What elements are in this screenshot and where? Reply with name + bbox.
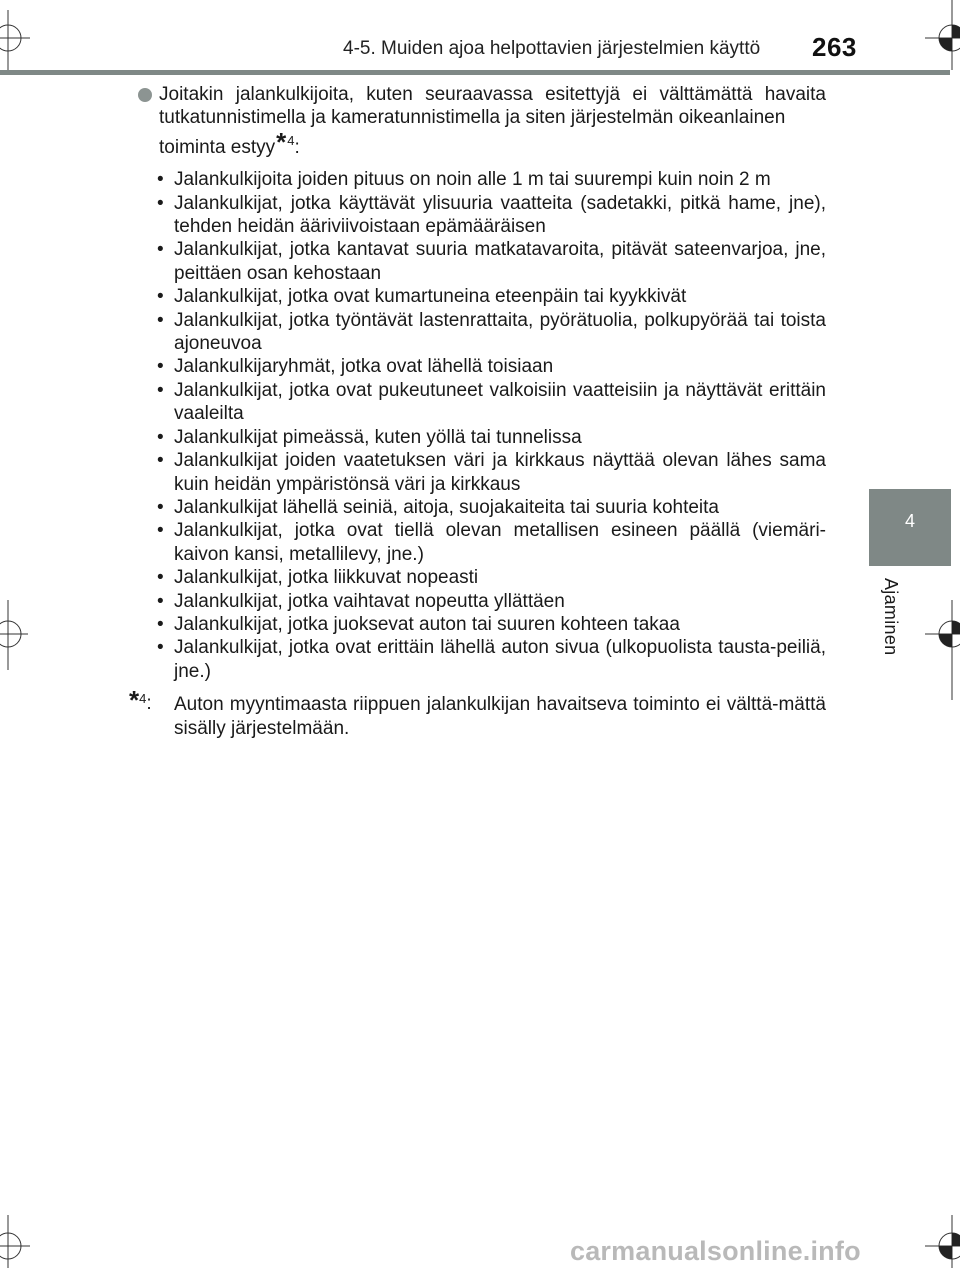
footnote-reference (276, 126, 295, 157)
footnote-marker (129, 685, 152, 716)
list-item (138, 426, 826, 449)
list-item-text: Jalankulkijat joiden vaatetuksen väri ja kirkkaus näyttää olevan lähes sama kuin heidän ympäristönsä väri ja kirkkaus (174, 450, 826, 495)
watermark: carmanualsonline.info (570, 1236, 861, 1266)
bullet-icon: • (157, 450, 164, 472)
bullet-icon: • (157, 192, 164, 214)
lead-colon: : (294, 136, 300, 158)
footnote (129, 685, 826, 740)
lead-text-end: toiminta estyy (159, 136, 276, 158)
list-item (138, 379, 826, 426)
section-title: 4-5. Muiden ajoa helpottavien järjestelmien käyttö (343, 38, 761, 59)
bullet-icon: • (157, 356, 164, 378)
list-item-text: Jalankulkijoita joiden pituus on noin alle 1 m tai suurempi kuin noin 2 m (174, 169, 771, 191)
list-item-text: Jalankulkijat, jotka juoksevat auton tai suuren kohteen takaa (174, 613, 680, 635)
bullet-icon: • (157, 379, 164, 401)
list-item-text: Jalankulkijat, jotka liikkuvat nopeasti (174, 567, 479, 589)
bullet-icon: • (157, 590, 164, 612)
list-item-text: Jalankulkijat, jotka työntävät lastenrattaita, pyörätuolia, polkupyörää tai toista ajoneuvoa (174, 309, 826, 355)
list-item (138, 285, 826, 308)
list-item (138, 168, 826, 191)
footnote-text: Auton myyntimaasta riippuen jalankulkijan havaitseva toiminto ei välttä-mättä sisälly järjestelmään. (174, 694, 826, 739)
footnote-reference-number: 4 (287, 132, 295, 148)
list-item (138, 238, 826, 285)
list-item-text: Jalankulkijat pimeässä, kuten yöllä tai tunnelissa (174, 426, 582, 448)
list-item-text: Jalankulkijaryhmät, jotka ovat lähellä toisiaan (174, 356, 554, 378)
bullet-icon: • (157, 426, 164, 448)
footnote-colon: : (146, 693, 152, 715)
list-item (138, 613, 826, 636)
bullet-icon: • (157, 169, 164, 191)
list-item-text: Jalankulkijat, jotka kantavat suuria matkatavaroita, pitävät sateenvarjoa, jne, peittäen osan kehostaan (174, 239, 826, 284)
footnote-number: 4 (139, 691, 147, 707)
lead-paragraph (138, 83, 826, 160)
chapter-number: 4 (904, 511, 915, 531)
list-item (138, 309, 826, 356)
list-item (138, 566, 826, 589)
chapter-tab[interactable] (869, 489, 951, 566)
list-item (138, 496, 826, 519)
chapter-label: Ajaminen (881, 578, 901, 656)
pedestrian-list (138, 168, 826, 683)
bullet-icon: • (157, 567, 164, 589)
header-rule (0, 70, 950, 75)
bullet-icon: • (157, 637, 164, 659)
lead-text: Joitakin jalankulkijoita, kuten seuraavassa esitettyjä ei välttämättä havaita tutkatunnistimella ja kameratunnistimella ja siten järjestelmän oikeanlainen (159, 84, 826, 129)
list-item-text: Jalankulkijat, jotka ovat erittäin lähellä auton sivua (ulkopuolista tausta-peiliä, jne.) (174, 637, 826, 682)
list-item-text: Jalankulkijat, jotka ovat tiellä olevan metallisen esineen päällä (viemäri-kaivon kansi, metallilevy, jne.) (174, 520, 826, 565)
list-item (138, 590, 826, 613)
list-item-text: Jalankulkijat lähellä seiniä, aitoja, suojakaiteita tai suuria kohteita (174, 496, 719, 518)
list-item (138, 192, 826, 239)
page-content (129, 83, 826, 740)
list-item-text: Jalankulkijat, jotka ovat pukeutuneet valkoisiin vaatteisiin ja näyttävät erittäin vaaleilta (174, 379, 826, 425)
list-item (138, 355, 826, 378)
list-item (138, 519, 826, 566)
asterisk-icon: * (276, 126, 287, 157)
bullet-icon: • (157, 496, 164, 518)
list-item-text: Jalankulkijat, jotka ovat kumartuneina eteenpäin tai kyykkivät (174, 286, 687, 308)
bullet-icon: • (157, 520, 164, 542)
list-item-text: Jalankulkijat, jotka käyttävät ylisuuria vaatteita (sadetakki, pitkä hame, jne), tehden heidän ääriviivoistaan epämääräisen (174, 192, 826, 238)
bullet-icon: • (157, 239, 164, 261)
page-number: 263 (812, 32, 857, 62)
bullet-icon: • (157, 309, 164, 331)
bullet-icon: • (157, 286, 164, 308)
list-item-text: Jalankulkijat, jotka vaihtavat nopeutta yllättäen (174, 590, 565, 612)
asterisk-icon: * (129, 685, 140, 716)
round-bullet-icon (138, 88, 152, 102)
bullet-icon: • (157, 613, 164, 635)
list-item (138, 449, 826, 496)
list-item (138, 636, 826, 683)
